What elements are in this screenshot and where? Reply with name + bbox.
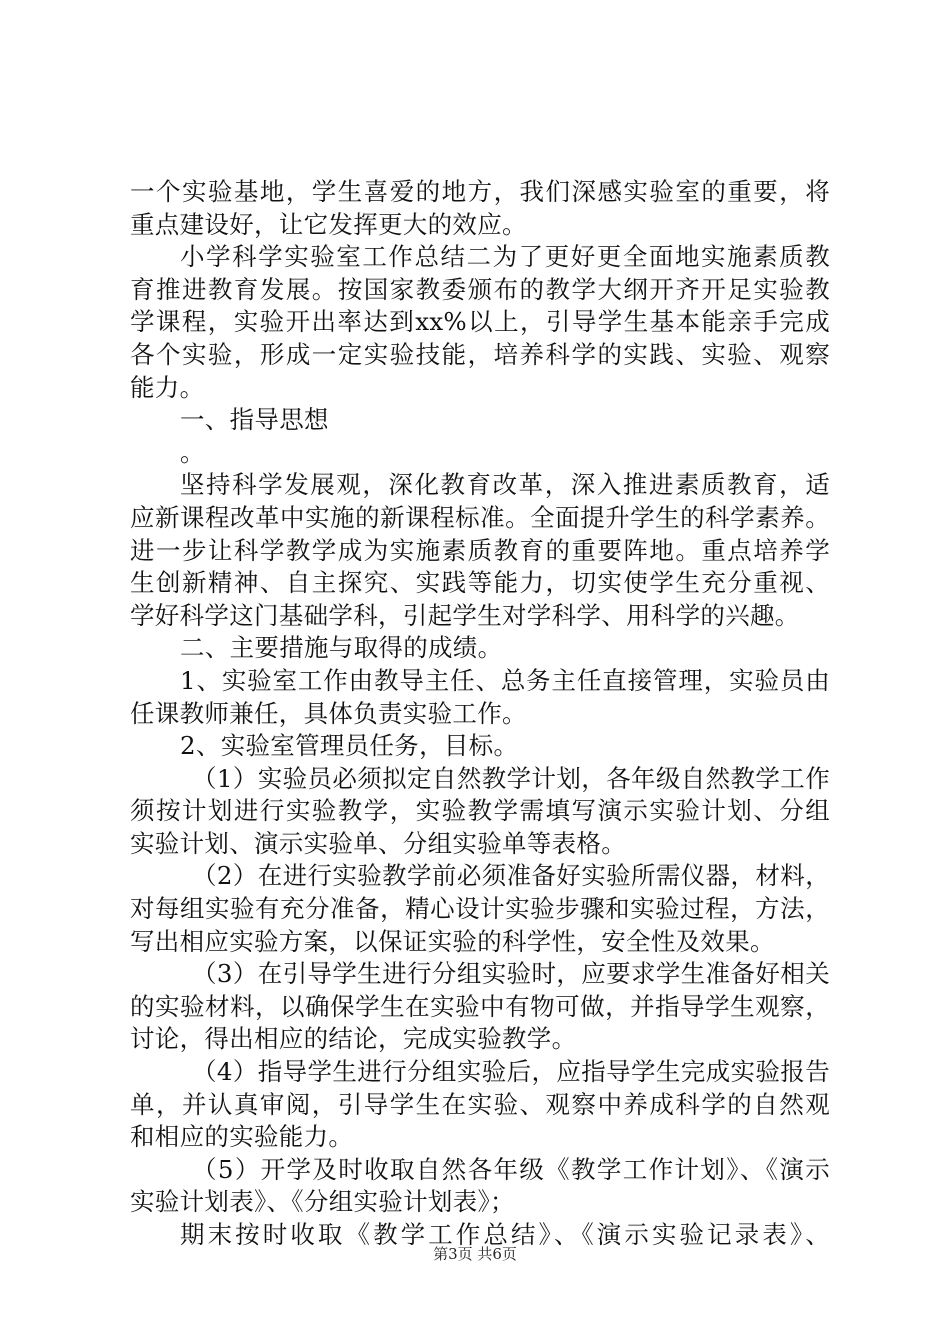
text-line: （5）开学及时收取自然各年级《教学工作计划》、《演示: [192, 1154, 830, 1184]
text-line: 和相应的实验能力。: [130, 1122, 354, 1152]
text-line: 二、主要措施与取得的成绩。: [180, 633, 503, 663]
text-line: 任课教师兼任，具体负责实验工作。: [130, 698, 527, 728]
text-line: 2、实验室管理员任务，目标。: [180, 731, 519, 761]
text-line: 生创新精神、自主探究、实践等能力，切实使学生充分重视、: [130, 568, 830, 598]
text-line: 的实验材料，以确保学生在实验中有物可做，并指导学生观察，: [130, 991, 830, 1021]
text-line: 对每组实验有充分准备，精心设计实验步骤和实验过程，方法，: [130, 894, 830, 924]
text-line: 小学科学实验室工作总结二为了更好更全面地实施素质教: [180, 242, 830, 272]
text-line: 期末按时收取《教学工作总结》、《演示实验记录表》、: [180, 1220, 830, 1249]
text-line: 重点建设好，让它发挥更大的效应。: [130, 209, 527, 239]
text-line: 1、实验室工作由教导主任、总务主任直接管理，实验员由: [180, 665, 830, 695]
text-line: （3）在引导学生进行分组实验时，应要求学生准备好相关: [192, 959, 830, 989]
body-text: [130, 176, 830, 1252]
text-line: 坚持科学发展观，深化教育改革，深入推进素质教育，适: [180, 470, 830, 500]
text-line: 实验计划、演示实验单、分组实验单等表格。: [130, 828, 626, 858]
text-line: 须按计划进行实验教学，实验教学需填写演示实验计划、分组: [130, 796, 830, 826]
text-line: 学课程，实验开出率达到xx%以上，引导学生基本能亲手完成: [130, 307, 830, 337]
text-line: 育推进教育发展。按国家教委颁布的教学大纲开齐开足实验教: [130, 274, 830, 304]
text-line: 学好科学这门基础学科，引起学生对学科学、用科学的兴趣。: [130, 600, 800, 630]
text-line: 能力。: [130, 372, 205, 402]
page-footer: 第3页 共6页: [433, 1245, 517, 1263]
text-line: 各个实验，形成一定实验技能，培养科学的实践、实验、观察: [130, 339, 830, 369]
text-line: （1）实验员必须拟定自然教学计划，各年级自然教学工作: [192, 763, 830, 793]
text-line: 应新课程改革中实施的新课程标准。全面提升学生的科学素养。: [130, 502, 830, 532]
text-line: 。: [180, 437, 205, 467]
text-line: （4）指导学生进行分组实验后，应指导学生完成实验报告: [192, 1057, 830, 1087]
text-line: 进一步让科学教学成为实施素质教育的重要阵地。重点培养学: [130, 535, 830, 565]
text-line: 讨论，得出相应的结论，完成实验教学。: [130, 1024, 577, 1054]
text-line: （2）在进行实验教学前必须准备好实验所需仪器，材料，: [192, 861, 830, 891]
text-line: 单，并认真审阅，引导学生在实验、观察中养成科学的自然观: [130, 1089, 830, 1119]
text-line: 写出相应实验方案，以保证实验的科学性，安全性及效果。: [130, 926, 775, 956]
text-line: 实验计划表》、《分组实验计划表》；: [130, 1187, 515, 1217]
text-line: 一个实验基地，学生喜爱的地方，我们深感实验室的重要，将: [130, 177, 830, 206]
text-line: 一、指导思想: [180, 405, 329, 435]
